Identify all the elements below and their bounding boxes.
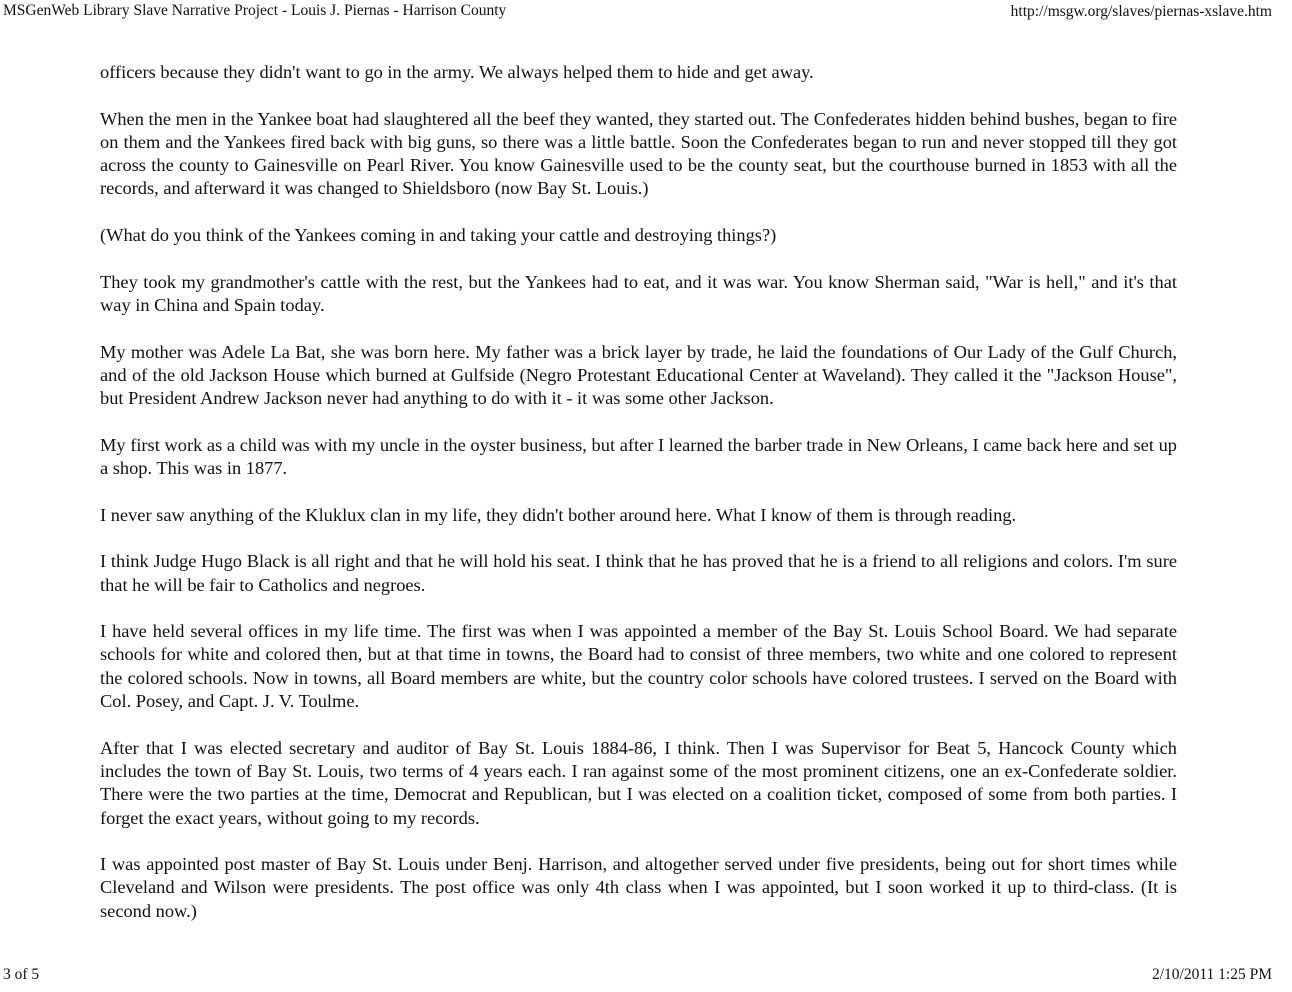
paragraph: I have held several offices in my life time. The first was when I was appointed a member of the Bay St. Louis School Board. We had separate schools for white and colored then, but at that time in towns, the Board had to consist of three members, two white and one colored to represent the colored schools. Now in towns, all Board members are white, but the country color schools have colored trustees. I served on the Board with Col. Posey, and Capt. J. V. Toulme. bbox=[100, 621, 1177, 712]
page-header-title: MSGenWeb Library Slave Narrative Project - Louis J. Piernas - Harrison County bbox=[3, 2, 507, 19]
paragraph: I think Judge Hugo Black is all right and that he will hold his seat. I think that he has proved that he is a friend to all religions and colors. I'm sure that he will be fair to Catholics and negroes. bbox=[100, 551, 1177, 595]
page-header-url[interactable]: http://msgw.org/slaves/piernas-xslave.htm bbox=[1010, 3, 1272, 20]
paragraph: (What do you think of the Yankees coming in and taking your cattle and destroying things?) bbox=[100, 225, 777, 246]
paragraph: officers because they didn't want to go in the army. We always helped them to hide and get away. bbox=[100, 62, 814, 82]
paragraph: They took my grandmother's cattle with the rest, but the Yankees had to eat, and it was war. You know Sherman said, "War is hell," and it's that way in China and Spain today. bbox=[100, 271, 1177, 315]
paragraph: When the men in the Yankee boat had slaughtered all the beef they wanted, they started out. The Confederates hidden behind bushes, began to fire on them and the Yankees fired back with big guns, so there was a little battle. Soon the Confederates began to run and never stopped till they got across the county to Gainesville on Pearl River. You know Gainesville used to be the county seat, but the courthouse burned in 1853 with all the records, and afterward it was changed to Shieldsboro (now Bay St. Louis.) bbox=[100, 108, 1177, 199]
paragraph: My mother was Adele La Bat, she was born here. My father was a brick layer by trade, he laid the foundations of Our Lady of the Gulf Church, and of the old Jackson House which burned at Gulfside (Negro Protestant Educational Center at Waveland). They called it the "Jackson House", but President Andrew Jackson never had anything to do with it - it was some other Jackson. bbox=[100, 341, 1177, 409]
paragraph: I was appointed post master of Bay St. Louis under Benj. Harrison, and altogether served under five presidents, being out for short times while Cleveland and Wilson were presidents. The post office was only 4th class when I was appointed, but I soon worked it up to third-class. (It is second now.) bbox=[100, 854, 1177, 921]
paragraph: My first work as a child was with my uncle in the oyster business, but after I learned the barber trade in New Orleans, I came back here and set up a shop. This was in 1877. bbox=[100, 434, 1177, 479]
narrative-body bbox=[100, 61, 1177, 946]
page-number: 3 of 5 bbox=[3, 966, 40, 983]
paragraph: After that I was elected secretary and auditor of Bay St. Louis 1884-86, I think. Then I was Supervisor for Beat 5, Hancock County which includes the town of Bay St. Louis, two terms of 4 years each. I ran against some of the most prominent citizens, one an ex-Confederate soldier. There were the two parties at the time, Democrat and Republican, but I was elected on a coalition ticket, composed of some from both parties. I forget the exact years, without going to my records. bbox=[100, 737, 1177, 828]
paragraph: I never saw anything of the Kluklux clan in my life, they didn't bother around here. What I know of them is through reading. bbox=[100, 504, 1017, 525]
print-timestamp: 2/10/2011 1:25 PM bbox=[1152, 966, 1272, 983]
